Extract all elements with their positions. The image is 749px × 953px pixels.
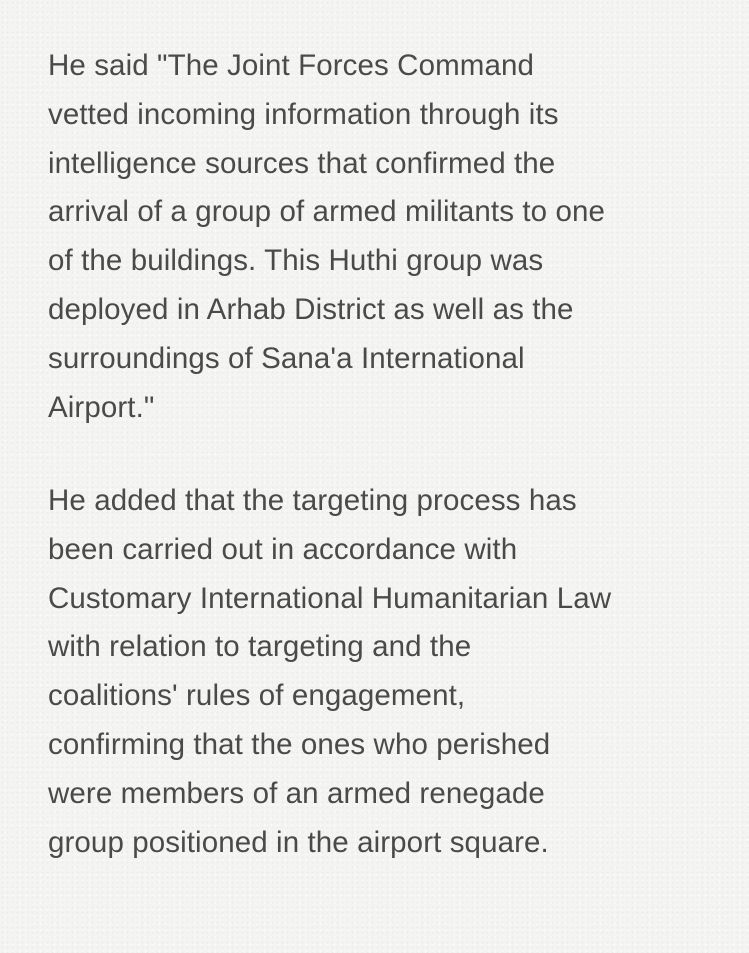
- text-line: vetted incoming information through its: [48, 97, 559, 131]
- text-line: been carried out in accordance with: [48, 532, 518, 566]
- text-line: He said "The Joint Forces Command: [48, 49, 534, 82]
- text-line: of the buildings. This Huthi group was: [48, 244, 544, 278]
- note-paragraph-1: [48, 42, 738, 432]
- text-line: coalitions' rules of engagement,: [48, 679, 466, 713]
- text-line: intelligence sources that confirmed the: [48, 146, 556, 180]
- text-line: surroundings of Sana'a International: [48, 341, 525, 375]
- text-line: confirming that the ones who perished: [48, 727, 551, 761]
- text-line: with relation to targeting and the: [48, 630, 472, 664]
- text-line: Airport.": [48, 390, 155, 424]
- text-line: Customary International Humanitarian Law: [48, 581, 612, 615]
- text-line: arrival of a group of armed militants to one: [48, 195, 605, 229]
- text-line: were members of an armed renegade: [48, 776, 545, 810]
- text-line: group positioned in the airport square.: [48, 825, 549, 859]
- note-paragraph-2: [48, 477, 738, 867]
- text-line: He added that the targeting process has: [48, 484, 577, 517]
- text-line: deployed in Arhab District as well as the: [48, 292, 574, 326]
